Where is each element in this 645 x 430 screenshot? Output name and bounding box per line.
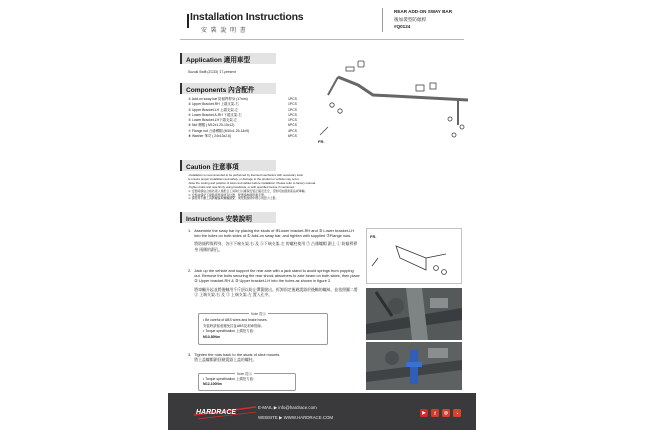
note-line: • Torque specification 上鎖扭力值: — [203, 329, 254, 334]
page-title: Installation Instructions — [190, 11, 304, 23]
note-line: • Be careful of ABS wires and brake hoses. — [203, 318, 268, 322]
list-item: ① Add-on sway bar 防傾桿桿身 (17mm) 1PCS — [188, 97, 297, 101]
header-rule — [180, 39, 464, 40]
instruction-sheet — [168, 0, 476, 430]
note-box-2 — [198, 373, 296, 391]
caution-line: -Installation is recommended to be performed by licensed mechanics with necessary tools — [188, 173, 303, 177]
parts-diagram — [318, 55, 468, 150]
list-item: ⑦ Flange nut 凸緣螺帽 (M10x1.25-14x9) 4PCS — [188, 128, 297, 133]
note-box-1 — [198, 313, 328, 345]
step-3-photo — [366, 342, 462, 390]
caution-line: ＊ 安裝前請記下線路與管線原有位置，配置請參閱原廠手冊。 — [188, 192, 267, 197]
step-1-text-en: Assemble the sway bar by placing the studs of ④Lower bracket-RH and ⑤ Lower bracket-LH into the holes on both sides of ① Add-on sway bar, and tighten with supplied ⑦Flange nuts. — [194, 228, 355, 239]
social-icons — [420, 409, 461, 417]
wechat-icon[interactable]: ◔ — [453, 409, 461, 417]
fr-arrow-label: FR. — [318, 139, 325, 144]
step-1-figure — [366, 228, 462, 284]
instagram-icon[interactable]: ◎ — [442, 409, 450, 417]
note-line: 安裝時請留意避免拉扯ABS及剎車管線。 — [203, 323, 265, 328]
step-1-text-cn: 將防傾桿與桿身，各④下端支架-右 及 ⑤下端支架-左 的螺柱使用 ⑦ 凸緣螺帽 鎖上 ① 防傾桿桿身 兩側的鎖孔。 — [194, 241, 358, 252]
caution-line: -Tighten bolts and nuts firmly using handtools, or with specified torque if mentioned. — [188, 184, 295, 189]
header-divider — [382, 8, 383, 32]
vehicle-name: Suzuki Swift (ZC33) '17-present — [188, 70, 236, 74]
page-title-cn: 安 裝 說 明 書 — [201, 28, 247, 34]
note-line: M10-80Nm — [203, 334, 220, 339]
svg-text:HARDRACE: HARDRACE — [196, 409, 237, 416]
product-name: REAR ADD-ON SWAY BAR — [394, 9, 453, 14]
caution-line: ＊ 安裝時請由合格技術人員配合工具執行以確保安裝正確及安全，否則可能損害產品或車輛。 — [188, 188, 308, 193]
facebook-icon[interactable]: f — [431, 409, 439, 417]
contact-website[interactable]: WEBSITE ▶ WWW.HARDRACE.COM — [258, 415, 334, 420]
note-label: Note 提示 — [251, 312, 266, 316]
step-2-photo — [366, 288, 462, 340]
components-heading: Components 內含配件 — [180, 83, 276, 94]
contact-email[interactable]: E-MAIL ▶ info@hardrace.com — [258, 405, 317, 410]
list-item: ⑧ Washer 華司 ( 24x13x2.6) 6PCS — [188, 134, 297, 139]
step-2-text-cn: 將車輛升起並將後軸用千斤頂以防止彈簧脫出。拆卸固定後避震器於後軸的螺絲，並依照圖二將 ② 上端支架-右 及 ③ 上端支架-左 置入孔中。 — [194, 286, 358, 297]
step-1: 1. Assemble the sway bar by placing the studs of ④Lower bracket-RH and ⑤ Lower bracket-LH into the holes on both sides of ① Add-on sway bar, and tighten with supplied ⑦Flange nuts. 將防傾桿與桿身，各④下端支架-右 及 ⑤下端支架-左 的螺柱使用 ⑦ 凸緣螺帽 鎖上 ① 防傾桿桿身 兩側的鎖孔。 — [188, 228, 360, 252]
list-item: ④ Lower Bracket A-RH 下端支架-右 1PCS — [188, 112, 297, 117]
application-heading: Application 適用車型 — [180, 53, 276, 64]
instructions-heading: Instructions 安裝說明 — [180, 212, 276, 223]
step-2: 2. Jack up the vehicle and support the rear axle with a jack stand to avoid springs from popping out. Remove the bolts securing the rear shock absorbers to axle beam on both sides, then place ② Upper bracket-RH & ③ Upper bracket-LH into the holes as shown in figure 2. 將車輛升起並將後軸用千斤頂以防止彈簧脫出。拆卸固定後避震器於後軸的螺絲，並依照圖二將 ② 上端支架-右 及 ③ 上端支架-左 置入孔中。 — [188, 268, 360, 297]
title-accent-bar — [187, 14, 189, 28]
hardrace-logo — [190, 401, 260, 423]
note-label: Note 提示 — [237, 372, 252, 376]
note-line: M12-100Nm — [203, 382, 222, 387]
note-line: • Torque specification 上鎖扭力值: — [203, 377, 254, 381]
list-item: ③ Upper Bracket-LH 上端支架-左 1PCS — [188, 107, 297, 112]
bracket-shape — [346, 67, 354, 71]
sway-bar-shape — [338, 77, 468, 100]
components-list — [188, 97, 318, 139]
step-3: 3. Tighten the nuts back to the studs of strut mounts. 將上盖螺帽鎖回避震器上盖的螺柱。 — [188, 352, 281, 363]
caution-heading: Caution 注意事項 — [180, 160, 276, 171]
part-number: #Q0124 — [394, 24, 411, 29]
list-item: ② Upper Bracket-RH 上端支架-右 1PCS — [188, 102, 297, 107]
list-item: ⑥ Nut 螺帽 ( M12x1.25-10x12) 6PCS — [188, 123, 297, 128]
list-item: ⑤ Lower Bracket-LH下端支架-左 1PCS — [188, 118, 297, 123]
caution-line: -Note the routing and position of wires and cables before installation. Please refer to factory manual. — [188, 180, 316, 185]
youtube-icon[interactable]: ▶ — [420, 409, 428, 417]
step-2-text-en: Jack up the vehicle and support the rear axle with a jack stand to avoid springs from popping out. Remove the bolts securing the rear shock absorbers to axle beam on both sides, then place ② Upper bracket-RH & ③ Upper bracket-LH into the holes as shown in figure 2. — [194, 268, 360, 284]
step-3-text-en: Tighten the nuts back to the studs of strut mounts. — [194, 352, 281, 357]
caution-line: ＊ 請使用手動工具將螺絲與螺帽鎖緊，或依照說明中標示的扭力上緊。 — [188, 196, 279, 201]
fig-fr-label: FR. — [370, 234, 377, 239]
product-name-cn: 後加裝型防傾桿 — [394, 17, 427, 22]
step-3-text-cn: 將上盖螺帽鎖回避震器上盖的螺柱。 — [194, 357, 257, 363]
footer — [168, 393, 476, 430]
caution-text — [188, 174, 464, 201]
caution-line: to ensure proper installation and safety, or damage to the product or vehicle may occur. — [188, 176, 300, 181]
